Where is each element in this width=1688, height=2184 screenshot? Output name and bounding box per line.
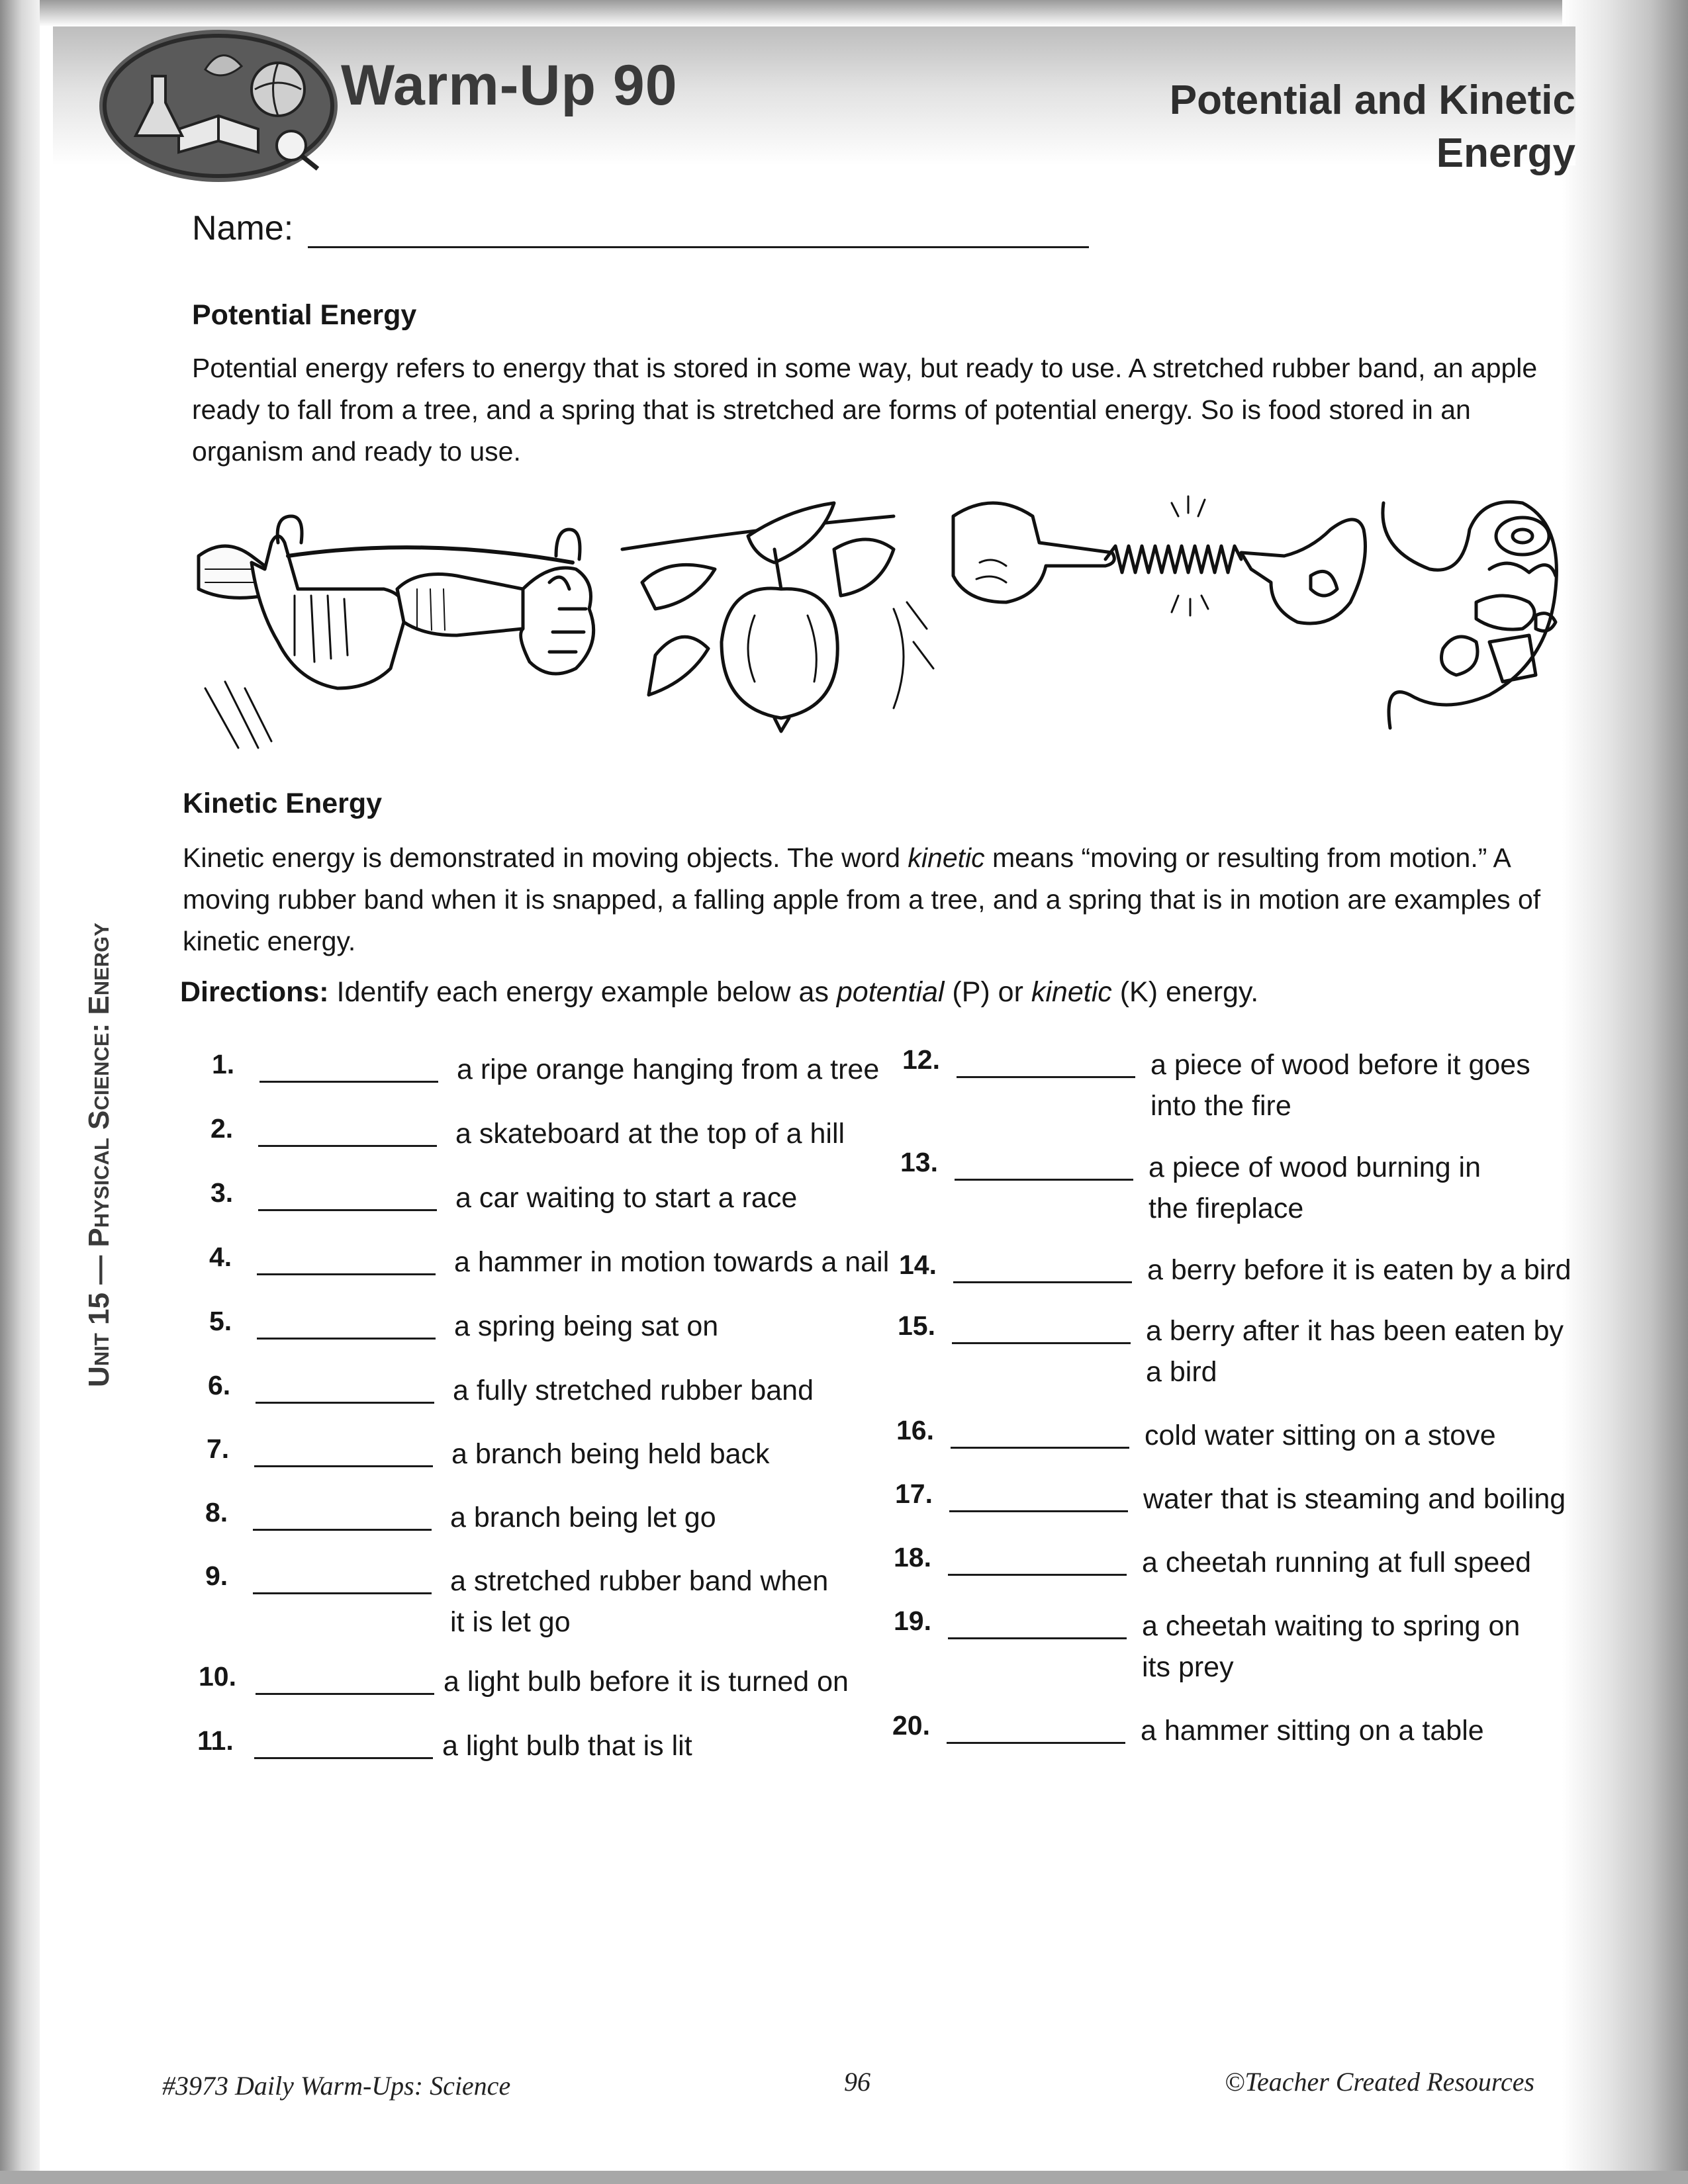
scan-shadow-bottom xyxy=(0,2171,1688,2184)
paragraph-line xyxy=(183,837,1540,879)
directions-label: Directions: xyxy=(180,976,329,1008)
directions-text: Identify each energy example below as xyxy=(328,976,837,1008)
question-number: 19. xyxy=(894,1606,931,1636)
answer-blank[interactable] xyxy=(948,1637,1127,1639)
question-text: cold water sitting on a stove xyxy=(1145,1420,1496,1451)
question-text xyxy=(450,1561,828,1643)
potential-word: potential xyxy=(836,976,945,1008)
question-number: 14. xyxy=(899,1250,937,1280)
question-text: a hammer in motion towards a nail xyxy=(454,1246,890,1278)
question-text: a berry before it is eaten by a bird xyxy=(1147,1254,1571,1286)
answer-blank[interactable] xyxy=(955,1179,1133,1181)
question-number: 5. xyxy=(209,1306,232,1336)
answer-blank[interactable] xyxy=(948,1574,1127,1576)
paragraph-line: moving rubber band when it is snapped, a falling apple from a tree, and a spring that is in motion are examples of xyxy=(183,884,1541,915)
question-text: a light bulb that is lit xyxy=(442,1730,692,1762)
question-text: a hammer sitting on a table xyxy=(1141,1715,1484,1747)
answer-blank[interactable] xyxy=(259,1081,438,1083)
question-text xyxy=(1149,1147,1481,1229)
question-number: 17. xyxy=(895,1479,933,1509)
answer-blank[interactable] xyxy=(952,1342,1131,1344)
question-text-line: a berry after it has been eaten by xyxy=(1146,1315,1564,1347)
topic-title xyxy=(980,74,1575,180)
question-text-line: into the fire xyxy=(1150,1090,1291,1122)
question-text-line: a bird xyxy=(1146,1356,1217,1388)
question-text: a branch being held back xyxy=(451,1438,770,1470)
question-number: 8. xyxy=(205,1497,228,1527)
kinetic-word: kinetic xyxy=(908,842,985,873)
question-text: a spring being sat on xyxy=(454,1310,719,1342)
paragraph-text: means “moving or resulting from motion.” A xyxy=(984,842,1511,873)
question-text: water that is steaming and boiling xyxy=(1143,1483,1566,1515)
page-number: 96 xyxy=(844,2067,870,2097)
question-number: 20. xyxy=(892,1710,930,1741)
name-label: Name: xyxy=(192,209,294,248)
footer-book-title: #3973 Daily Warm-Ups: Science xyxy=(162,2071,511,2101)
answer-blank[interactable] xyxy=(258,1209,437,1211)
question-number: 16. xyxy=(896,1415,934,1445)
potential-paragraph xyxy=(192,347,1537,473)
question-text-line: a stretched rubber band when xyxy=(450,1565,829,1597)
answer-blank[interactable] xyxy=(256,1402,434,1404)
rubber-band-hands-icon xyxy=(199,516,594,748)
kinetic-word: kinetic xyxy=(1031,976,1112,1008)
scan-shadow-right xyxy=(1562,0,1688,2184)
question-number: 9. xyxy=(205,1561,228,1591)
answer-blank[interactable] xyxy=(254,1465,433,1467)
question-text: a light bulb before it is turned on xyxy=(444,1666,849,1698)
warmup-title: Warm-Up 90 xyxy=(341,54,678,117)
unit-sidebar-label: Unit 15 — Physical Science: Energy xyxy=(83,923,115,1387)
directions xyxy=(180,976,1258,1009)
question-number: 15. xyxy=(898,1310,935,1341)
directions-text: (K) energy. xyxy=(1111,976,1259,1008)
question-text: a skateboard at the top of a hill xyxy=(455,1118,845,1150)
question-text xyxy=(1146,1310,1564,1392)
answer-blank[interactable] xyxy=(258,1145,437,1147)
question-number: 7. xyxy=(207,1433,230,1464)
question-number: 13. xyxy=(900,1147,938,1177)
question-text-line: the fireplace xyxy=(1149,1193,1304,1224)
food-in-stomach-icon xyxy=(1383,502,1557,728)
science-emblem-icon xyxy=(99,30,338,182)
answer-blank[interactable] xyxy=(957,1076,1135,1078)
potential-heading: Potential Energy xyxy=(192,299,417,331)
answer-blank[interactable] xyxy=(253,1529,432,1531)
directions-text: (P) or xyxy=(944,976,1031,1008)
question-text-line: its prey xyxy=(1142,1651,1234,1683)
question-text-line: it is let go xyxy=(450,1606,571,1638)
question-text: a branch being let go xyxy=(450,1502,716,1533)
paragraph-line: organism and ready to use. xyxy=(192,436,521,467)
stretched-spring-icon xyxy=(953,496,1366,623)
footer-publisher: ©Teacher Created Resources xyxy=(1225,2067,1535,2097)
question-text: a ripe orange hanging from a tree xyxy=(457,1054,880,1085)
apple-on-branch-icon xyxy=(622,503,933,731)
question-text: a car waiting to start a race xyxy=(455,1182,798,1214)
question-text: a cheetah running at full speed xyxy=(1142,1547,1532,1578)
question-number: 3. xyxy=(211,1177,234,1208)
topic-title-line: Energy xyxy=(1436,130,1575,176)
answer-blank[interactable] xyxy=(253,1592,432,1594)
paragraph-line: kinetic energy. xyxy=(183,926,356,956)
question-number: 4. xyxy=(209,1242,232,1272)
kinetic-paragraph xyxy=(183,837,1540,962)
kinetic-heading: Kinetic Energy xyxy=(183,788,383,819)
potential-energy-illustrations xyxy=(179,490,1569,754)
name-field[interactable] xyxy=(308,246,1089,248)
question-number: 1. xyxy=(212,1049,235,1079)
question-number: 11. xyxy=(197,1725,234,1756)
topic-title-line: Potential and Kinetic xyxy=(1169,77,1575,123)
question-text xyxy=(1150,1044,1530,1126)
question-number: 2. xyxy=(211,1113,234,1144)
answer-blank[interactable] xyxy=(947,1742,1125,1744)
question-text-line: a piece of wood burning in xyxy=(1149,1152,1481,1183)
scan-shadow-left xyxy=(0,0,40,2184)
question-text xyxy=(1142,1606,1520,1688)
answer-blank[interactable] xyxy=(257,1273,436,1275)
answer-blank[interactable] xyxy=(257,1338,436,1340)
scan-shadow-top xyxy=(0,0,1688,26)
answer-blank[interactable] xyxy=(951,1447,1129,1449)
question-text-line: a cheetah waiting to spring on xyxy=(1142,1610,1521,1642)
question-text-line: a piece of wood before it goes xyxy=(1150,1049,1530,1081)
answer-blank[interactable] xyxy=(254,1757,433,1759)
question-text: a fully stretched rubber band xyxy=(453,1375,814,1406)
paragraph-line: ready to fall from a tree, and a spring that is stretched are forms of potential energy. So is food stored in an xyxy=(192,394,1471,425)
answer-blank[interactable] xyxy=(949,1510,1128,1512)
question-number: 18. xyxy=(894,1542,931,1572)
answer-blank[interactable] xyxy=(953,1281,1132,1283)
question-number: 12. xyxy=(902,1044,940,1075)
paragraph-text: Kinetic energy is demonstrated in moving objects. The word xyxy=(183,842,908,873)
question-number: 10. xyxy=(199,1661,236,1692)
question-number: 6. xyxy=(208,1370,231,1400)
answer-blank[interactable] xyxy=(256,1693,434,1695)
paragraph-line: Potential energy refers to energy that is stored in some way, but ready to use. A stretched rubber band, an apple xyxy=(192,353,1538,383)
